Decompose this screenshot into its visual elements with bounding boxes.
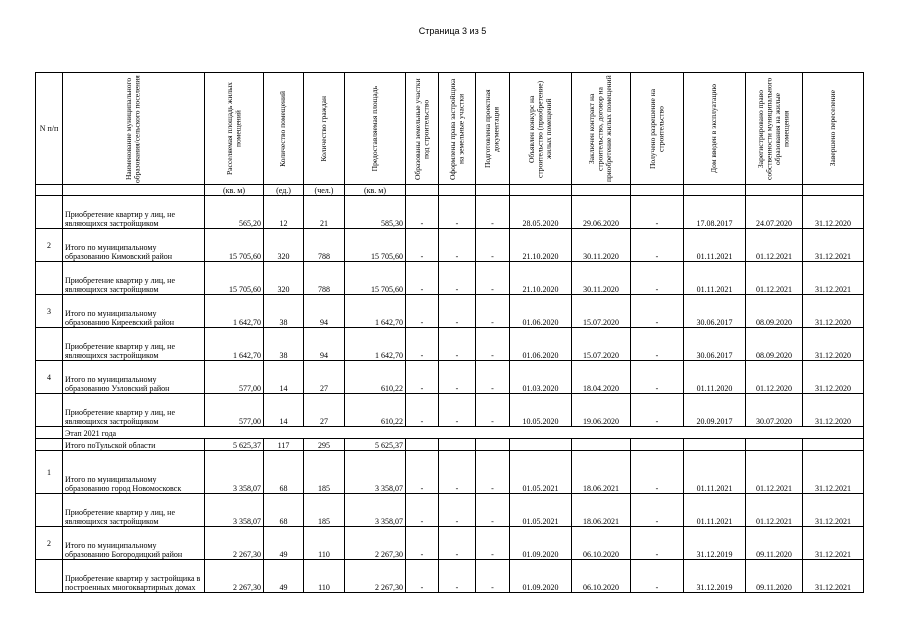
row-name: Итого по муниципальному образованию Богородицкий район	[63, 527, 205, 560]
rooms-value: 320	[264, 262, 304, 295]
contest-date: 01.03.2020	[510, 361, 572, 394]
contest-date: 21.10.2020	[510, 262, 572, 295]
row-number: 2	[36, 527, 63, 560]
permit-value: -	[631, 196, 684, 229]
people-value: 295	[304, 439, 345, 451]
row-name: Приобретение квартир у лиц, не являющихся застройщиком	[63, 394, 205, 427]
col-header-people: Количество граждан	[304, 73, 345, 185]
provided-value: 1 642,70	[345, 295, 406, 328]
commission-date: 01.11.2021	[684, 494, 746, 527]
completed-date: 31.12.2020	[803, 361, 864, 394]
provided-value: 15 705,60	[345, 229, 406, 262]
col-header-registration: Зарегистрировано право собственности муниципального образования на жилые помещения	[746, 73, 803, 185]
table-row	[36, 361, 864, 394]
contract-date: 18.06.2021	[572, 494, 631, 527]
row-name: Итого по муниципальному образованию Узловский район	[63, 361, 205, 394]
table-row	[36, 328, 864, 361]
contract-date: 30.11.2020	[572, 262, 631, 295]
contest-date: 01.05.2021	[510, 451, 572, 494]
completed-date	[803, 439, 864, 451]
contest-date: 01.09.2020	[510, 527, 572, 560]
col-header-name: Наименование муниципального образования/сельского поселения	[63, 73, 205, 185]
registration-date: 09.11.2020	[746, 527, 803, 560]
people-value: 110	[304, 560, 345, 593]
area-value: 3 358,07	[205, 451, 264, 494]
col-header-rooms: Количество помещений	[264, 73, 304, 185]
table-row	[36, 262, 864, 295]
commission-date: 01.11.2021	[684, 229, 746, 262]
rooms-value: 68	[264, 451, 304, 494]
units-row	[36, 185, 864, 196]
contest-date: 01.05.2021	[510, 494, 572, 527]
row-name: Итого по муниципальному образованию Киреевский район	[63, 295, 205, 328]
commission-date: 30.06.2017	[684, 328, 746, 361]
design-value: -	[476, 527, 510, 560]
row-number	[36, 494, 63, 527]
row-number: 1	[36, 451, 63, 494]
area-value: 1 642,70	[205, 295, 264, 328]
completed-date: 31.12.2020	[803, 328, 864, 361]
contract-date: 06.10.2020	[572, 560, 631, 593]
completed-date: 31.12.2020	[803, 394, 864, 427]
completed-date: 31.12.2021	[803, 527, 864, 560]
contract-date: 15.07.2020	[572, 328, 631, 361]
contract-date: 29.06.2020	[572, 196, 631, 229]
contest-date: 10.05.2020	[510, 394, 572, 427]
col-header-provided: Предоставляемая площадь	[345, 73, 406, 185]
land-value: -	[406, 451, 439, 494]
contest-date: 01.06.2020	[510, 295, 572, 328]
row-number: 4	[36, 361, 63, 394]
permit-value: -	[631, 394, 684, 427]
land-value: -	[406, 394, 439, 427]
people-value: 21	[304, 196, 345, 229]
contract-date: 15.07.2020	[572, 295, 631, 328]
area-value: 5 625,37	[205, 439, 264, 451]
rights-value: -	[439, 262, 476, 295]
row-number: 2	[36, 229, 63, 262]
completed-date: 31.12.2021	[803, 262, 864, 295]
people-value: 27	[304, 394, 345, 427]
unit-people: (чел.)	[304, 185, 345, 196]
land-value: -	[406, 361, 439, 394]
design-value	[476, 439, 510, 451]
design-value: -	[476, 262, 510, 295]
completed-date: 31.12.2021	[803, 494, 864, 527]
registration-date: 08.09.2020	[746, 295, 803, 328]
registration-date: 08.09.2020	[746, 328, 803, 361]
people-value: 788	[304, 229, 345, 262]
commission-date: 17.08.2017	[684, 196, 746, 229]
row-number	[36, 328, 63, 361]
row-number: 3	[36, 295, 63, 328]
permit-value: -	[631, 262, 684, 295]
provided-value: 3 358,07	[345, 494, 406, 527]
rooms-value: 320	[264, 229, 304, 262]
registration-date: 09.11.2020	[746, 560, 803, 593]
design-value: -	[476, 295, 510, 328]
col-header-design: Подготовлена проектная документация	[476, 73, 510, 185]
contract-date: 06.10.2020	[572, 527, 631, 560]
registration-date: 30.07.2020	[746, 394, 803, 427]
area-value: 15 705,60	[205, 229, 264, 262]
rights-value: -	[439, 295, 476, 328]
col-header-permit: Получено разрешение на строительство	[631, 73, 684, 185]
resettlement-table	[35, 72, 864, 593]
commission-date: 31.12.2019	[684, 560, 746, 593]
rights-value: -	[439, 527, 476, 560]
contract-date	[572, 439, 631, 451]
registration-date: 01.12.2020	[746, 361, 803, 394]
commission-date: 31.12.2019	[684, 527, 746, 560]
rooms-value: 117	[264, 439, 304, 451]
col-header-land: Образованы земельные участки под строительство	[406, 73, 439, 185]
people-value: 94	[304, 328, 345, 361]
row-name: Приобретение квартир у лиц, не являющихся застройщиком	[63, 262, 205, 295]
completed-date: 31.12.2020	[803, 196, 864, 229]
page-number-label: Страница 3 из 5	[418, 26, 487, 36]
design-value: -	[476, 361, 510, 394]
row-number	[36, 560, 63, 593]
table-row	[36, 451, 864, 494]
provided-value: 610,22	[345, 361, 406, 394]
rights-value: -	[439, 328, 476, 361]
area-value: 577,00	[205, 394, 264, 427]
rooms-value: 49	[264, 527, 304, 560]
permit-value: -	[631, 361, 684, 394]
contract-date: 18.04.2020	[572, 361, 631, 394]
row-name: Приобретение квартир у лиц, не являющихся застройщиком	[63, 328, 205, 361]
rooms-value: 12	[264, 196, 304, 229]
table-row	[36, 527, 864, 560]
contract-date: 18.06.2021	[572, 451, 631, 494]
col-header-commission: Дом введен в эксплуатацию	[684, 73, 746, 185]
contest-date: 21.10.2020	[510, 229, 572, 262]
commission-date: 01.11.2020	[684, 361, 746, 394]
header-row	[36, 73, 864, 185]
rooms-value: 49	[264, 560, 304, 593]
rights-value: -	[439, 560, 476, 593]
land-value: -	[406, 262, 439, 295]
col-header-area: Расселяемая площадь жилых помещений	[205, 73, 264, 185]
rights-value: -	[439, 229, 476, 262]
permit-value: -	[631, 494, 684, 527]
table-row	[36, 394, 864, 427]
completed-date: 31.12.2021	[803, 451, 864, 494]
row-number	[36, 394, 63, 427]
land-value: -	[406, 295, 439, 328]
table-row	[36, 439, 864, 451]
land-value: -	[406, 560, 439, 593]
contract-date: 30.11.2020	[572, 229, 631, 262]
provided-value: 1 642,70	[345, 328, 406, 361]
stage-row	[36, 427, 864, 439]
rights-value: -	[439, 394, 476, 427]
area-value: 1 642,70	[205, 328, 264, 361]
land-value: -	[406, 328, 439, 361]
area-value: 3 358,07	[205, 494, 264, 527]
completed-date: 31.12.2021	[803, 560, 864, 593]
contest-date	[510, 439, 572, 451]
table-row	[36, 494, 864, 527]
design-value: -	[476, 494, 510, 527]
design-value: -	[476, 394, 510, 427]
area-value: 565,20	[205, 196, 264, 229]
area-value: 2 267,30	[205, 527, 264, 560]
design-value: -	[476, 229, 510, 262]
col-header-contest: Объявлен конкурс на строительство (приобретение) жилых помещений	[510, 73, 572, 185]
contract-date: 19.06.2020	[572, 394, 631, 427]
permit-value: -	[631, 527, 684, 560]
permit-value: -	[631, 295, 684, 328]
registration-date: 01.12.2021	[746, 262, 803, 295]
provided-value: 585,30	[345, 196, 406, 229]
col-header-completed: Завершено переселение	[803, 73, 864, 185]
provided-value: 3 358,07	[345, 451, 406, 494]
land-value: -	[406, 229, 439, 262]
rights-value: -	[439, 196, 476, 229]
registration-date: 01.12.2021	[746, 451, 803, 494]
people-value: 27	[304, 361, 345, 394]
provided-value: 610,22	[345, 394, 406, 427]
design-value: -	[476, 196, 510, 229]
people-value: 788	[304, 262, 345, 295]
table-row	[36, 229, 864, 262]
rooms-value: 14	[264, 394, 304, 427]
rooms-value: 14	[264, 361, 304, 394]
area-value: 577,00	[205, 361, 264, 394]
area-value: 15 705,60	[205, 262, 264, 295]
commission-date: 01.11.2021	[684, 262, 746, 295]
land-value: -	[406, 494, 439, 527]
commission-date	[684, 439, 746, 451]
unit-provided: (кв. м)	[345, 185, 406, 196]
people-value: 110	[304, 527, 345, 560]
land-value: -	[406, 527, 439, 560]
registration-date: 24.07.2020	[746, 196, 803, 229]
people-value: 185	[304, 451, 345, 494]
row-number	[36, 196, 63, 229]
col-header-contract: Заключен контракт на строительство, договор на приобретение жилых помещений	[572, 73, 631, 185]
permit-value: -	[631, 560, 684, 593]
rooms-value: 68	[264, 494, 304, 527]
row-name: Приобретение квартир у лиц, не являющихся застройщиком	[63, 494, 205, 527]
permit-value: -	[631, 328, 684, 361]
rights-value: -	[439, 451, 476, 494]
row-number	[36, 439, 63, 451]
contest-date: 28.05.2020	[510, 196, 572, 229]
stage-label: Этап 2021 года	[63, 427, 864, 439]
row-name: Итого поТульской области	[63, 439, 205, 451]
people-value: 94	[304, 295, 345, 328]
rooms-value: 38	[264, 295, 304, 328]
col-header-number: N п/п	[36, 73, 63, 185]
table-row	[36, 196, 864, 229]
row-number	[36, 262, 63, 295]
land-value: -	[406, 196, 439, 229]
design-value: -	[476, 560, 510, 593]
row-name: Приобретение квартир у лиц, не являющихся застройщиком	[63, 196, 205, 229]
design-value: -	[476, 451, 510, 494]
permit-value: -	[631, 451, 684, 494]
area-value: 2 267,30	[205, 560, 264, 593]
design-value: -	[476, 328, 510, 361]
table-row	[36, 560, 864, 593]
completed-date: 31.12.2021	[803, 229, 864, 262]
permit-value	[631, 439, 684, 451]
permit-value: -	[631, 229, 684, 262]
provided-value: 5 625,37	[345, 439, 406, 451]
completed-date: 31.12.2020	[803, 295, 864, 328]
land-value	[406, 439, 439, 451]
contest-date: 01.06.2020	[510, 328, 572, 361]
registration-date: 01.12.2021	[746, 494, 803, 527]
rooms-value: 38	[264, 328, 304, 361]
row-name: Итого по муниципальному образованию Кимовский район	[63, 229, 205, 262]
provided-value: 15 705,60	[345, 262, 406, 295]
rights-value: -	[439, 494, 476, 527]
commission-date: 20.09.2017	[684, 394, 746, 427]
unit-rooms: (ед.)	[264, 185, 304, 196]
contest-date: 01.09.2020	[510, 560, 572, 593]
registration-date	[746, 439, 803, 451]
rights-value	[439, 439, 476, 451]
provided-value: 2 267,30	[345, 527, 406, 560]
commission-date: 30.06.2017	[684, 295, 746, 328]
unit-area: (кв. м)	[205, 185, 264, 196]
registration-date: 01.12.2021	[746, 229, 803, 262]
people-value: 185	[304, 494, 345, 527]
row-name: Приобретение квартир у застройщика в построенных многоквартирных домах	[63, 560, 205, 593]
rights-value: -	[439, 361, 476, 394]
col-header-rights: Оформлены права застройщика на земельные участки	[439, 73, 476, 185]
table-row	[36, 295, 864, 328]
provided-value: 2 267,30	[345, 560, 406, 593]
commission-date: 01.11.2021	[684, 451, 746, 494]
row-name: Итого по муниципальному образованию город Новомосковск	[63, 451, 205, 494]
table-body	[36, 196, 864, 593]
